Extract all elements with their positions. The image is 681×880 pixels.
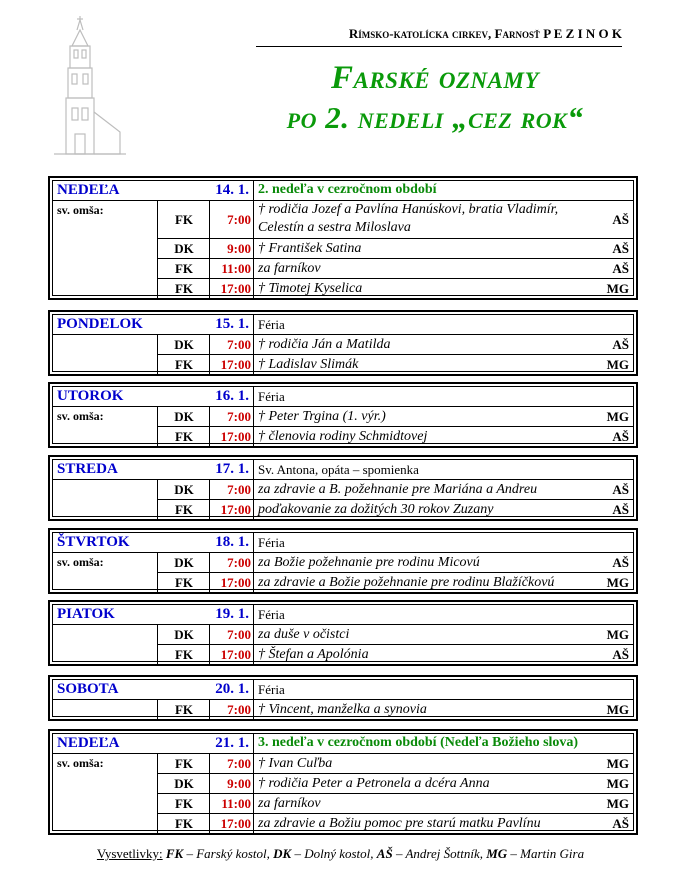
mass-row: [157, 407, 633, 427]
day-inner: [52, 180, 634, 296]
page-subtitle: po 2. nedeli „cez rok“: [286, 100, 584, 135]
church-code: DK: [157, 407, 210, 426]
mass-intention: [253, 754, 633, 773]
church-code: FK: [157, 427, 210, 446]
priest-code: MG: [606, 756, 629, 771]
priest-code: AŠ: [612, 555, 629, 570]
intention-text: za farníkov: [258, 796, 321, 811]
day-name: NEDEĽA: [57, 735, 120, 751]
day-date: 19. 1.: [215, 606, 249, 622]
church-code: DK: [157, 335, 210, 354]
priest-code: AŠ: [612, 212, 629, 227]
day-header: [53, 460, 633, 480]
church-code: DK: [157, 774, 210, 793]
mass-row: [157, 335, 633, 355]
legend-label: Vysvetlivky:: [96, 846, 163, 861]
mass-label: sv. omša:: [57, 203, 104, 217]
church-code: FK: [157, 754, 210, 773]
mass-intention: [253, 645, 633, 664]
day-date: 14. 1.: [215, 182, 249, 198]
mass-row: [157, 279, 633, 298]
intention-text: poďakovanie za dožitých 30 rokov Zuzany: [258, 502, 494, 517]
mass-intention: [253, 239, 633, 258]
mass-time: 17:00: [209, 355, 253, 374]
priest-code: MG: [606, 409, 629, 424]
legend-text: – Martin Gira: [507, 846, 585, 861]
day-header: [53, 387, 633, 407]
day-date: 21. 1.: [215, 735, 249, 751]
mass-time: 7:00: [209, 553, 253, 572]
mass-time: 11:00: [209, 794, 253, 813]
mass-row: [157, 355, 633, 374]
feast-cell: [253, 315, 633, 334]
mass-row: [157, 573, 633, 592]
day-block: [48, 675, 638, 721]
legend-abbr: AŠ: [376, 846, 393, 861]
mass-time: 7:00: [209, 480, 253, 499]
feast-name: 3. nedeľa v cezročnom období (Nedeľa Božieho slova): [258, 735, 579, 750]
mass-intention: [253, 625, 633, 644]
legend-abbr: FK: [165, 846, 184, 861]
church-code: FK: [157, 645, 210, 664]
church-code: FK: [157, 814, 210, 833]
mass-time: 7:00: [209, 407, 253, 426]
church-code: DK: [157, 239, 210, 258]
feast-cell: [253, 734, 633, 753]
mass-time: 17:00: [209, 500, 253, 519]
mass-intention: [253, 500, 633, 519]
mass-row: [157, 754, 633, 774]
intention-text: † Ladislav Slimák: [258, 357, 359, 372]
priest-code: MG: [606, 281, 629, 296]
priest-code: AŠ: [612, 647, 629, 662]
mass-row: [157, 553, 633, 573]
church-code: FK: [157, 201, 210, 238]
mass-time: 9:00: [209, 774, 253, 793]
church-code: DK: [157, 553, 210, 572]
priest-code: AŠ: [612, 482, 629, 497]
mass-row: [157, 794, 633, 814]
church-code: FK: [157, 794, 210, 813]
day-date: 17. 1.: [215, 461, 249, 477]
mass-time: 7:00: [209, 335, 253, 354]
church-code: DK: [157, 480, 210, 499]
mass-time: 11:00: [209, 259, 253, 278]
legend-text: – Andrej Šottník,: [392, 846, 487, 861]
day-name: ŠTVRTOK: [57, 534, 130, 550]
mass-label: sv. omša:: [57, 555, 104, 569]
day-inner: [52, 679, 634, 717]
day-block: [48, 382, 638, 448]
mass-intention: [253, 553, 633, 572]
mass-row: [157, 480, 633, 500]
mass-time: 9:00: [209, 239, 253, 258]
feast-name: 2. nedeľa v cezročnom období: [258, 182, 437, 197]
mass-time: 7:00: [209, 754, 253, 773]
mass-row: [157, 700, 633, 719]
priest-code: AŠ: [612, 241, 629, 256]
mass-row: [157, 645, 633, 664]
intention-text: za zdravie a Božiu pomoc pre starú matku Pavlínu: [258, 816, 541, 831]
mass-intention: [253, 259, 633, 278]
mass-intention: [253, 794, 633, 813]
intention-text: † Ivan Cuľba: [258, 756, 333, 771]
mass-time: 17:00: [209, 814, 253, 833]
feast-cell: [253, 605, 633, 624]
mass-time: 17:00: [209, 573, 253, 592]
day-name: UTOROK: [57, 388, 124, 404]
feast-name: Féria: [258, 317, 285, 332]
mass-time: 7:00: [209, 700, 253, 719]
intention-text: † členovia rodiny Schmidtovej: [258, 429, 428, 444]
mass-intention: [253, 427, 633, 446]
mass-intention: [253, 814, 633, 833]
feast-name: Sv. Antona, opáta – spomienka: [258, 462, 419, 477]
day-header: [53, 533, 633, 553]
priest-code: AŠ: [612, 429, 629, 444]
feast-name: Féria: [258, 607, 285, 622]
day-name: SOBOTA: [57, 681, 119, 697]
day-date: 15. 1.: [215, 316, 249, 332]
day-header: [53, 605, 633, 625]
priest-code: AŠ: [612, 816, 629, 831]
day-date: 16. 1.: [215, 388, 249, 404]
feast-cell: [253, 387, 633, 406]
church-code: FK: [157, 355, 210, 374]
mass-time: 17:00: [209, 427, 253, 446]
day-name: PIATOK: [57, 606, 115, 622]
feast-cell: [253, 181, 633, 200]
legend-abbr: MG: [486, 846, 508, 861]
parish-header: Rímsko-katolícka cirkev, Farnosť P E Z I N O K: [348, 26, 622, 41]
mass-label: sv. omša:: [57, 409, 104, 423]
priest-code: MG: [606, 796, 629, 811]
mass-row: [157, 774, 633, 794]
header-divider: [256, 46, 622, 47]
day-block: [48, 310, 638, 376]
intention-text: † rodičia Jozef a Pavlína Hanúskovi, bratia Vladimír, Celestín a sestra Miloslava: [258, 202, 559, 235]
mass-row: [157, 239, 633, 259]
day-inner: [52, 604, 634, 662]
mass-row: [157, 201, 633, 239]
page-title: Farské oznamy: [330, 60, 540, 96]
day-header: [53, 734, 633, 754]
church-code: FK: [157, 500, 210, 519]
feast-cell: [253, 460, 633, 479]
priest-code: MG: [606, 776, 629, 791]
mass-intention: [253, 774, 633, 793]
day-inner: [52, 733, 634, 831]
intention-text: za Božie požehnanie pre rodinu Micovú: [258, 555, 480, 570]
intention-text: † Timotej Kyselica: [258, 281, 363, 296]
legend-text: – Farský kostol,: [183, 846, 274, 861]
mass-time: 7:00: [209, 201, 253, 238]
day-header: [53, 181, 633, 201]
mass-intention: [253, 700, 633, 719]
mass-intention: [253, 407, 633, 426]
day-header: [53, 680, 633, 700]
priest-code: AŠ: [612, 502, 629, 517]
day-block: [48, 455, 638, 521]
intention-text: † Peter Trgina (1. výr.): [258, 409, 386, 424]
priest-code: MG: [606, 575, 629, 590]
intention-text: za zdravie a Božie požehnanie pre rodinu Blažíčkovú: [258, 575, 555, 590]
day-inner: [52, 386, 634, 444]
feast-cell: [253, 533, 633, 552]
intention-text: † rodičia Ján a Matilda: [258, 337, 391, 352]
priest-code: AŠ: [612, 261, 629, 276]
intention-text: † František Satina: [258, 241, 362, 256]
mass-label: sv. omša:: [57, 756, 104, 770]
feast-name: Féria: [258, 535, 285, 550]
priest-code: MG: [606, 702, 629, 717]
feast-name: Féria: [258, 682, 285, 697]
day-block: [48, 176, 638, 300]
mass-intention: [253, 480, 633, 499]
mass-intention: [253, 201, 633, 238]
intention-text: † rodičia Peter a Petronela a dcéra Anna: [258, 776, 490, 791]
intention-text: za zdravie a B. požehnanie pre Mariána a Andreu: [258, 482, 538, 497]
priest-code: AŠ: [612, 337, 629, 352]
day-name: NEDEĽA: [57, 182, 120, 198]
mass-time: 17:00: [209, 279, 253, 298]
mass-time: 7:00: [209, 625, 253, 644]
mass-time: 17:00: [209, 645, 253, 664]
day-date: 18. 1.: [215, 534, 249, 550]
legend-abbr: DK: [273, 846, 292, 861]
mass-intention: [253, 279, 633, 298]
church-code: FK: [157, 259, 210, 278]
day-header: [53, 315, 633, 335]
intention-text: za farníkov: [258, 261, 321, 276]
legend: [0, 846, 681, 862]
priest-code: MG: [606, 627, 629, 642]
day-name: PONDELOK: [57, 316, 143, 332]
intention-text: za duše v očistci: [258, 627, 350, 642]
mass-intention: [253, 335, 633, 354]
feast-name: Féria: [258, 389, 285, 404]
legend-text: – Dolný kostol,: [291, 846, 377, 861]
mass-row: [157, 625, 633, 645]
day-block: [48, 600, 638, 666]
day-date: 20. 1.: [215, 681, 249, 697]
day-block: [48, 528, 638, 594]
mass-intention: [253, 355, 633, 374]
day-inner: [52, 459, 634, 517]
feast-cell: [253, 680, 633, 699]
church-code: DK: [157, 625, 210, 644]
day-block: [48, 729, 638, 835]
mass-row: [157, 500, 633, 519]
mass-intention: [253, 573, 633, 592]
church-code: FK: [157, 573, 210, 592]
church-tower-icon: [50, 12, 130, 160]
mass-row: [157, 259, 633, 279]
mass-row: [157, 814, 633, 833]
church-code: FK: [157, 279, 210, 298]
priest-code: MG: [606, 357, 629, 372]
church-code: FK: [157, 700, 210, 719]
day-inner: [52, 314, 634, 372]
day-inner: [52, 532, 634, 590]
intention-text: † Vincent, manželka a synovia: [258, 702, 427, 717]
day-name: STREDA: [57, 461, 118, 477]
intention-text: † Štefan a Apolónia: [258, 647, 369, 662]
mass-row: [157, 427, 633, 446]
